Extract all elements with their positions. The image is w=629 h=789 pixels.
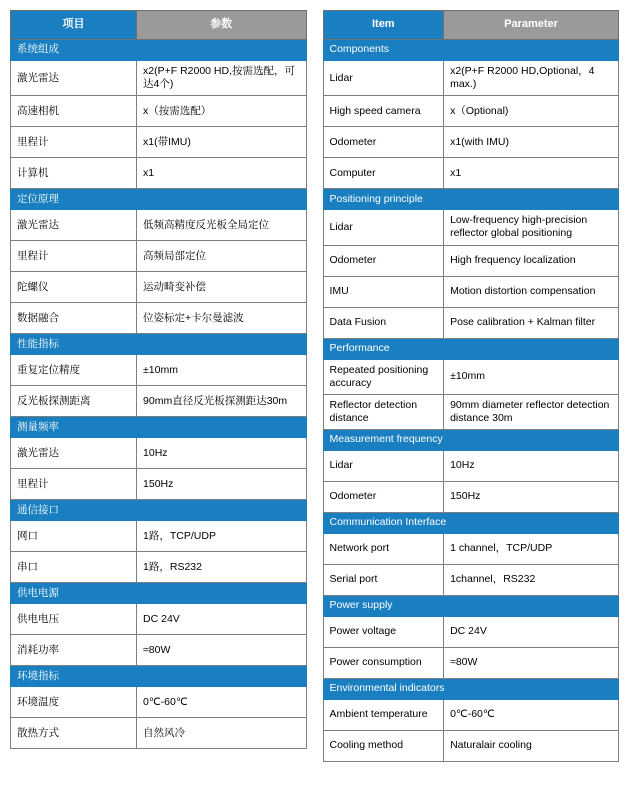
table-row bbox=[11, 210, 307, 241]
row-item-label: 供电电压 bbox=[11, 604, 137, 635]
table-row bbox=[11, 272, 307, 303]
row-item-label: 激光雷达 bbox=[11, 61, 137, 96]
row-parameter-value: x1(with IMU) bbox=[444, 127, 619, 158]
table-row bbox=[11, 469, 307, 500]
row-parameter-value: x2(P+F R2000 HD,按需选配，可达4个) bbox=[137, 61, 306, 96]
table-row bbox=[11, 438, 307, 469]
row-item-label: Data Fusion bbox=[323, 307, 444, 338]
section-band-row bbox=[11, 500, 307, 521]
row-item-label: 计算机 bbox=[11, 158, 137, 189]
table-row bbox=[11, 303, 307, 334]
section-band-label: 测量频率 bbox=[11, 417, 307, 438]
table-row bbox=[11, 61, 307, 96]
section-band-label: 通信接口 bbox=[11, 500, 307, 521]
row-parameter-value: 1路，TCP/UDP bbox=[137, 521, 306, 552]
row-parameter-value: 10Hz bbox=[137, 438, 306, 469]
row-item-label: 散热方式 bbox=[11, 718, 137, 749]
row-item-label: 里程计 bbox=[11, 127, 137, 158]
table-row bbox=[11, 355, 307, 386]
section-band-label: Environmental indicators bbox=[323, 679, 619, 700]
row-parameter-value: 自然风冷 bbox=[137, 718, 306, 749]
row-item-label: 数据融合 bbox=[11, 303, 137, 334]
row-item-label: Lidar bbox=[323, 210, 444, 245]
row-item-label: 消耗功率 bbox=[11, 635, 137, 666]
section-band-row bbox=[323, 596, 619, 617]
table-row bbox=[11, 158, 307, 189]
row-item-label: Odometer bbox=[323, 245, 444, 276]
section-band-label: Performance bbox=[323, 338, 619, 359]
section-band-row bbox=[11, 40, 307, 61]
row-parameter-value: Naturalair cooling bbox=[444, 731, 619, 762]
row-item-label: Reflector detection distance bbox=[323, 394, 444, 429]
row-parameter-value: 10Hz bbox=[444, 451, 619, 482]
section-band-row bbox=[323, 513, 619, 534]
row-parameter-value: 低频高精度反光板全局定位 bbox=[137, 210, 306, 241]
table-row bbox=[11, 241, 307, 272]
row-item-label: Odometer bbox=[323, 127, 444, 158]
spec-table-en bbox=[323, 10, 620, 762]
row-parameter-value: 0℃-60℃ bbox=[444, 700, 619, 731]
table-header-row bbox=[11, 11, 307, 40]
section-band-label: 性能指标 bbox=[11, 334, 307, 355]
section-band-label: 系统组成 bbox=[11, 40, 307, 61]
section-band-row bbox=[11, 334, 307, 355]
row-item-label: 环境温度 bbox=[11, 687, 137, 718]
row-item-label: Network port bbox=[323, 534, 444, 565]
row-parameter-value: 90mm diameter reflector detection distance 30m bbox=[444, 394, 619, 429]
table-row bbox=[323, 158, 619, 189]
row-parameter-value: 位姿标定+卡尔曼滤波 bbox=[137, 303, 306, 334]
row-item-label: Repeated positioning accuracy bbox=[323, 359, 444, 394]
section-band-row bbox=[323, 430, 619, 451]
row-parameter-value: 1channel，RS232 bbox=[444, 565, 619, 596]
row-item-label: Odometer bbox=[323, 482, 444, 513]
section-band-row bbox=[11, 417, 307, 438]
row-parameter-value: High frequency localization bbox=[444, 245, 619, 276]
section-band-label: 定位原理 bbox=[11, 189, 307, 210]
table-row bbox=[323, 127, 619, 158]
row-item-label: 激光雷达 bbox=[11, 210, 137, 241]
table-row bbox=[323, 731, 619, 762]
table-row bbox=[11, 552, 307, 583]
row-item-label: High speed camera bbox=[323, 96, 444, 127]
table-row bbox=[323, 394, 619, 429]
table-row bbox=[323, 565, 619, 596]
table-row bbox=[11, 96, 307, 127]
section-band-label: 环境指标 bbox=[11, 666, 307, 687]
row-item-label: 重复定位精度 bbox=[11, 355, 137, 386]
section-band-row bbox=[11, 583, 307, 604]
section-band-label: Measurement frequency bbox=[323, 430, 619, 451]
table-row bbox=[323, 534, 619, 565]
row-parameter-value: 高频局部定位 bbox=[137, 241, 306, 272]
table-row bbox=[11, 687, 307, 718]
spec-table-en-wrap bbox=[323, 10, 620, 789]
table-row bbox=[11, 635, 307, 666]
row-parameter-value: 0℃-60℃ bbox=[137, 687, 306, 718]
spec-table-zh-wrap bbox=[10, 10, 307, 789]
row-item-label: Serial port bbox=[323, 565, 444, 596]
row-item-label: 网口 bbox=[11, 521, 137, 552]
row-parameter-value: ≈80W bbox=[137, 635, 306, 666]
row-item-label: Lidar bbox=[323, 451, 444, 482]
table-row bbox=[323, 482, 619, 513]
row-item-label: 里程计 bbox=[11, 469, 137, 500]
table-row bbox=[323, 61, 619, 96]
section-band-row bbox=[11, 189, 307, 210]
table-row bbox=[323, 210, 619, 245]
row-parameter-value: 1路，RS232 bbox=[137, 552, 306, 583]
section-band-row bbox=[323, 189, 619, 210]
row-parameter-value: DC 24V bbox=[444, 617, 619, 648]
row-item-label: Ambient temperature bbox=[323, 700, 444, 731]
row-item-label: 陀螺仪 bbox=[11, 272, 137, 303]
section-band-row bbox=[323, 679, 619, 700]
row-parameter-value: 150Hz bbox=[137, 469, 306, 500]
section-band-row bbox=[323, 40, 619, 61]
row-parameter-value: 运动畸变补偿 bbox=[137, 272, 306, 303]
row-item-label: Power voltage bbox=[323, 617, 444, 648]
row-parameter-value: 150Hz bbox=[444, 482, 619, 513]
table-row bbox=[11, 127, 307, 158]
table-row bbox=[323, 700, 619, 731]
table-row bbox=[323, 648, 619, 679]
row-parameter-value: ±10mm bbox=[444, 359, 619, 394]
row-item-label: Computer bbox=[323, 158, 444, 189]
section-band-label: Power supply bbox=[323, 596, 619, 617]
row-item-label: 激光雷达 bbox=[11, 438, 137, 469]
row-item-label: 高速相机 bbox=[11, 96, 137, 127]
spec-table-zh bbox=[10, 10, 307, 749]
row-item-label: 反光板探测距离 bbox=[11, 386, 137, 417]
column-header-parameter: Parameter bbox=[444, 11, 619, 40]
column-header-parameter: 参数 bbox=[137, 11, 306, 40]
section-band-label: Communication Interface bbox=[323, 513, 619, 534]
column-header-item: Item bbox=[323, 11, 444, 40]
table-row bbox=[323, 96, 619, 127]
row-parameter-value: x1 bbox=[137, 158, 306, 189]
row-parameter-value: x1(带IMU) bbox=[137, 127, 306, 158]
section-band-label: Components bbox=[323, 40, 619, 61]
row-parameter-value: ±10mm bbox=[137, 355, 306, 386]
table-row bbox=[323, 245, 619, 276]
table-row bbox=[323, 307, 619, 338]
row-parameter-value: Low-frequency high-precision reflector global positioning bbox=[444, 210, 619, 245]
table-header-row bbox=[323, 11, 619, 40]
row-parameter-value: Motion distortion compensation bbox=[444, 276, 619, 307]
row-item-label: 里程计 bbox=[11, 241, 137, 272]
section-band-row bbox=[323, 338, 619, 359]
table-row bbox=[11, 521, 307, 552]
table-row bbox=[11, 386, 307, 417]
row-parameter-value: Pose calibration + Kalman filter bbox=[444, 307, 619, 338]
row-item-label: 串口 bbox=[11, 552, 137, 583]
table-row bbox=[323, 359, 619, 394]
table-row bbox=[323, 276, 619, 307]
section-band-label: Positioning principle bbox=[323, 189, 619, 210]
row-parameter-value: x1 bbox=[444, 158, 619, 189]
row-parameter-value: ≈80W bbox=[444, 648, 619, 679]
table-row bbox=[11, 604, 307, 635]
section-band-row bbox=[11, 666, 307, 687]
row-item-label: IMU bbox=[323, 276, 444, 307]
row-item-label: Lidar bbox=[323, 61, 444, 96]
row-parameter-value: x2(P+F R2000 HD,Optional，4 max.) bbox=[444, 61, 619, 96]
table-row bbox=[323, 451, 619, 482]
row-parameter-value: x（按需选配） bbox=[137, 96, 306, 127]
row-parameter-value: 1 channel，TCP/UDP bbox=[444, 534, 619, 565]
row-parameter-value: DC 24V bbox=[137, 604, 306, 635]
column-header-item: 项目 bbox=[11, 11, 137, 40]
table-row bbox=[323, 617, 619, 648]
row-item-label: Power consumption bbox=[323, 648, 444, 679]
section-band-label: 供电电源 bbox=[11, 583, 307, 604]
row-parameter-value: x（Optional) bbox=[444, 96, 619, 127]
table-row bbox=[11, 718, 307, 749]
row-parameter-value: 90mm直径反光板探测距达30m bbox=[137, 386, 306, 417]
row-item-label: Cooling method bbox=[323, 731, 444, 762]
